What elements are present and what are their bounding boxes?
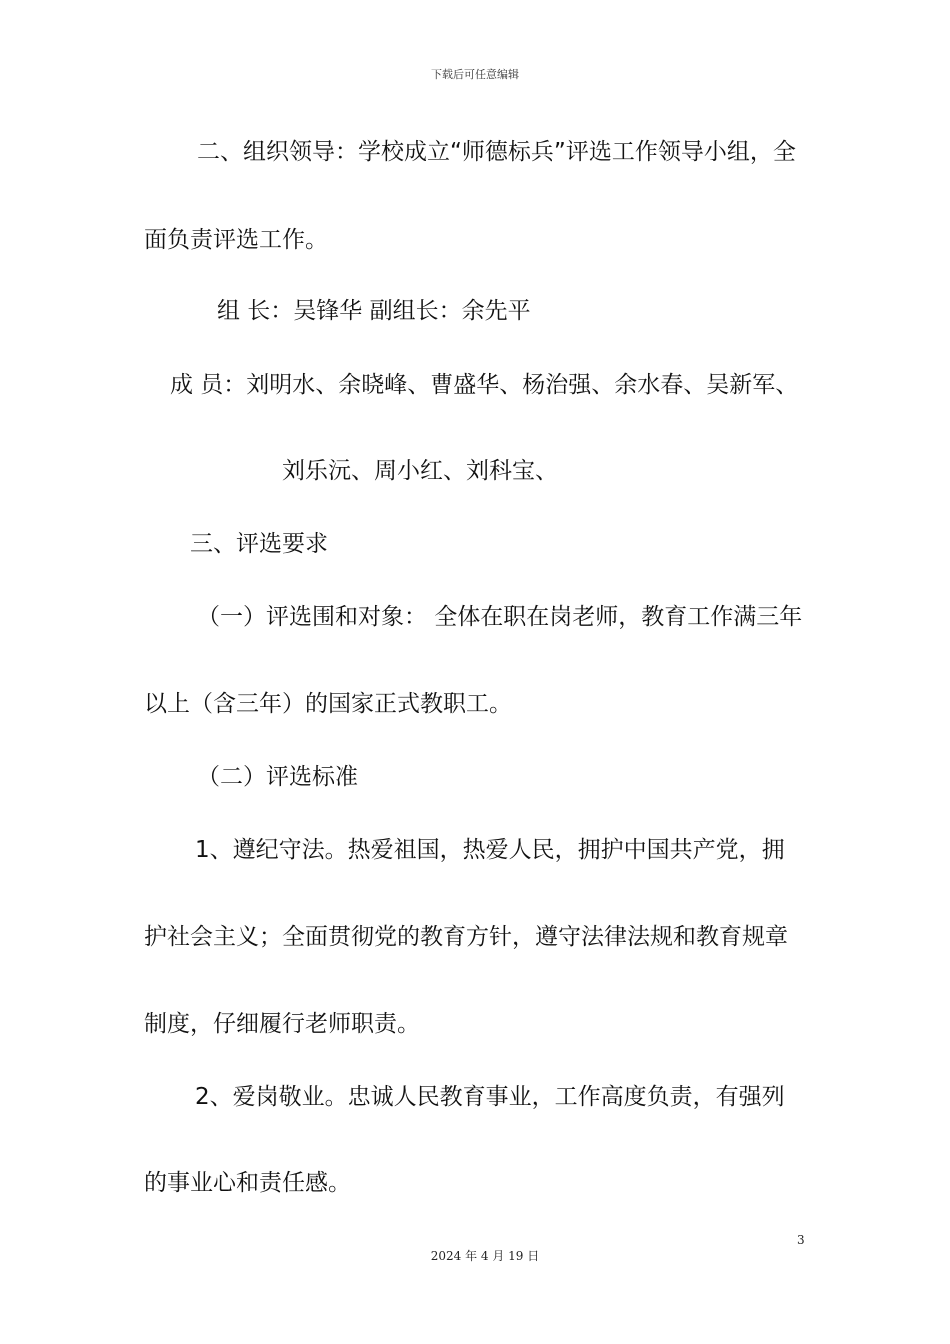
subsection-standards-heading: （二）评选标准: [197, 764, 358, 790]
paragraph-organization-line-1: 二、组织领导：学校成立“师德标兵”评选工作领导小组，全: [197, 139, 796, 165]
section-heading-requirements: 三、评选要求: [190, 531, 328, 557]
standard-item-2-line-1: 2、爱岗敬业。忠诚人民教育事业，工作高度负责，有强列: [195, 1084, 785, 1110]
standard-item-2-line-2: 的事业心和责任感。: [144, 1170, 351, 1196]
standard-item-1-line-3: 制度，仔细履行老师职责。: [144, 1011, 420, 1037]
footer-date: 2024 年 4 月 19 日: [430, 1249, 540, 1263]
header-note: 下载后可任意编辑: [431, 68, 519, 81]
leaders-line: 组 长：吴锋华 副组长：余先平: [217, 298, 531, 324]
paragraph-organization-line-2: 面负责评选工作。: [144, 227, 328, 253]
members-line-1: 成 员：刘明水、余晓峰、曹盛华、杨治强、余水春、吴新军、: [170, 372, 799, 398]
standard-item-1-line-1: 1、遵纪守法。热爱祖国，热爱人民，拥护中国共产党，拥: [195, 837, 785, 863]
page-number: 3: [797, 1233, 805, 1247]
subsection-scope-line-2: 以上（含三年）的国家正式教职工。: [144, 691, 512, 717]
members-line-2: 刘乐沅、周小红、刘科宝、: [282, 458, 558, 484]
subsection-scope-line-1: （一）评选围和对象： 全体在职在岗老师，教育工作满三年: [197, 604, 803, 630]
standard-item-1-line-2: 护社会主义；全面贯彻党的教育方针，遵守法律法规和教育规章: [144, 924, 788, 950]
